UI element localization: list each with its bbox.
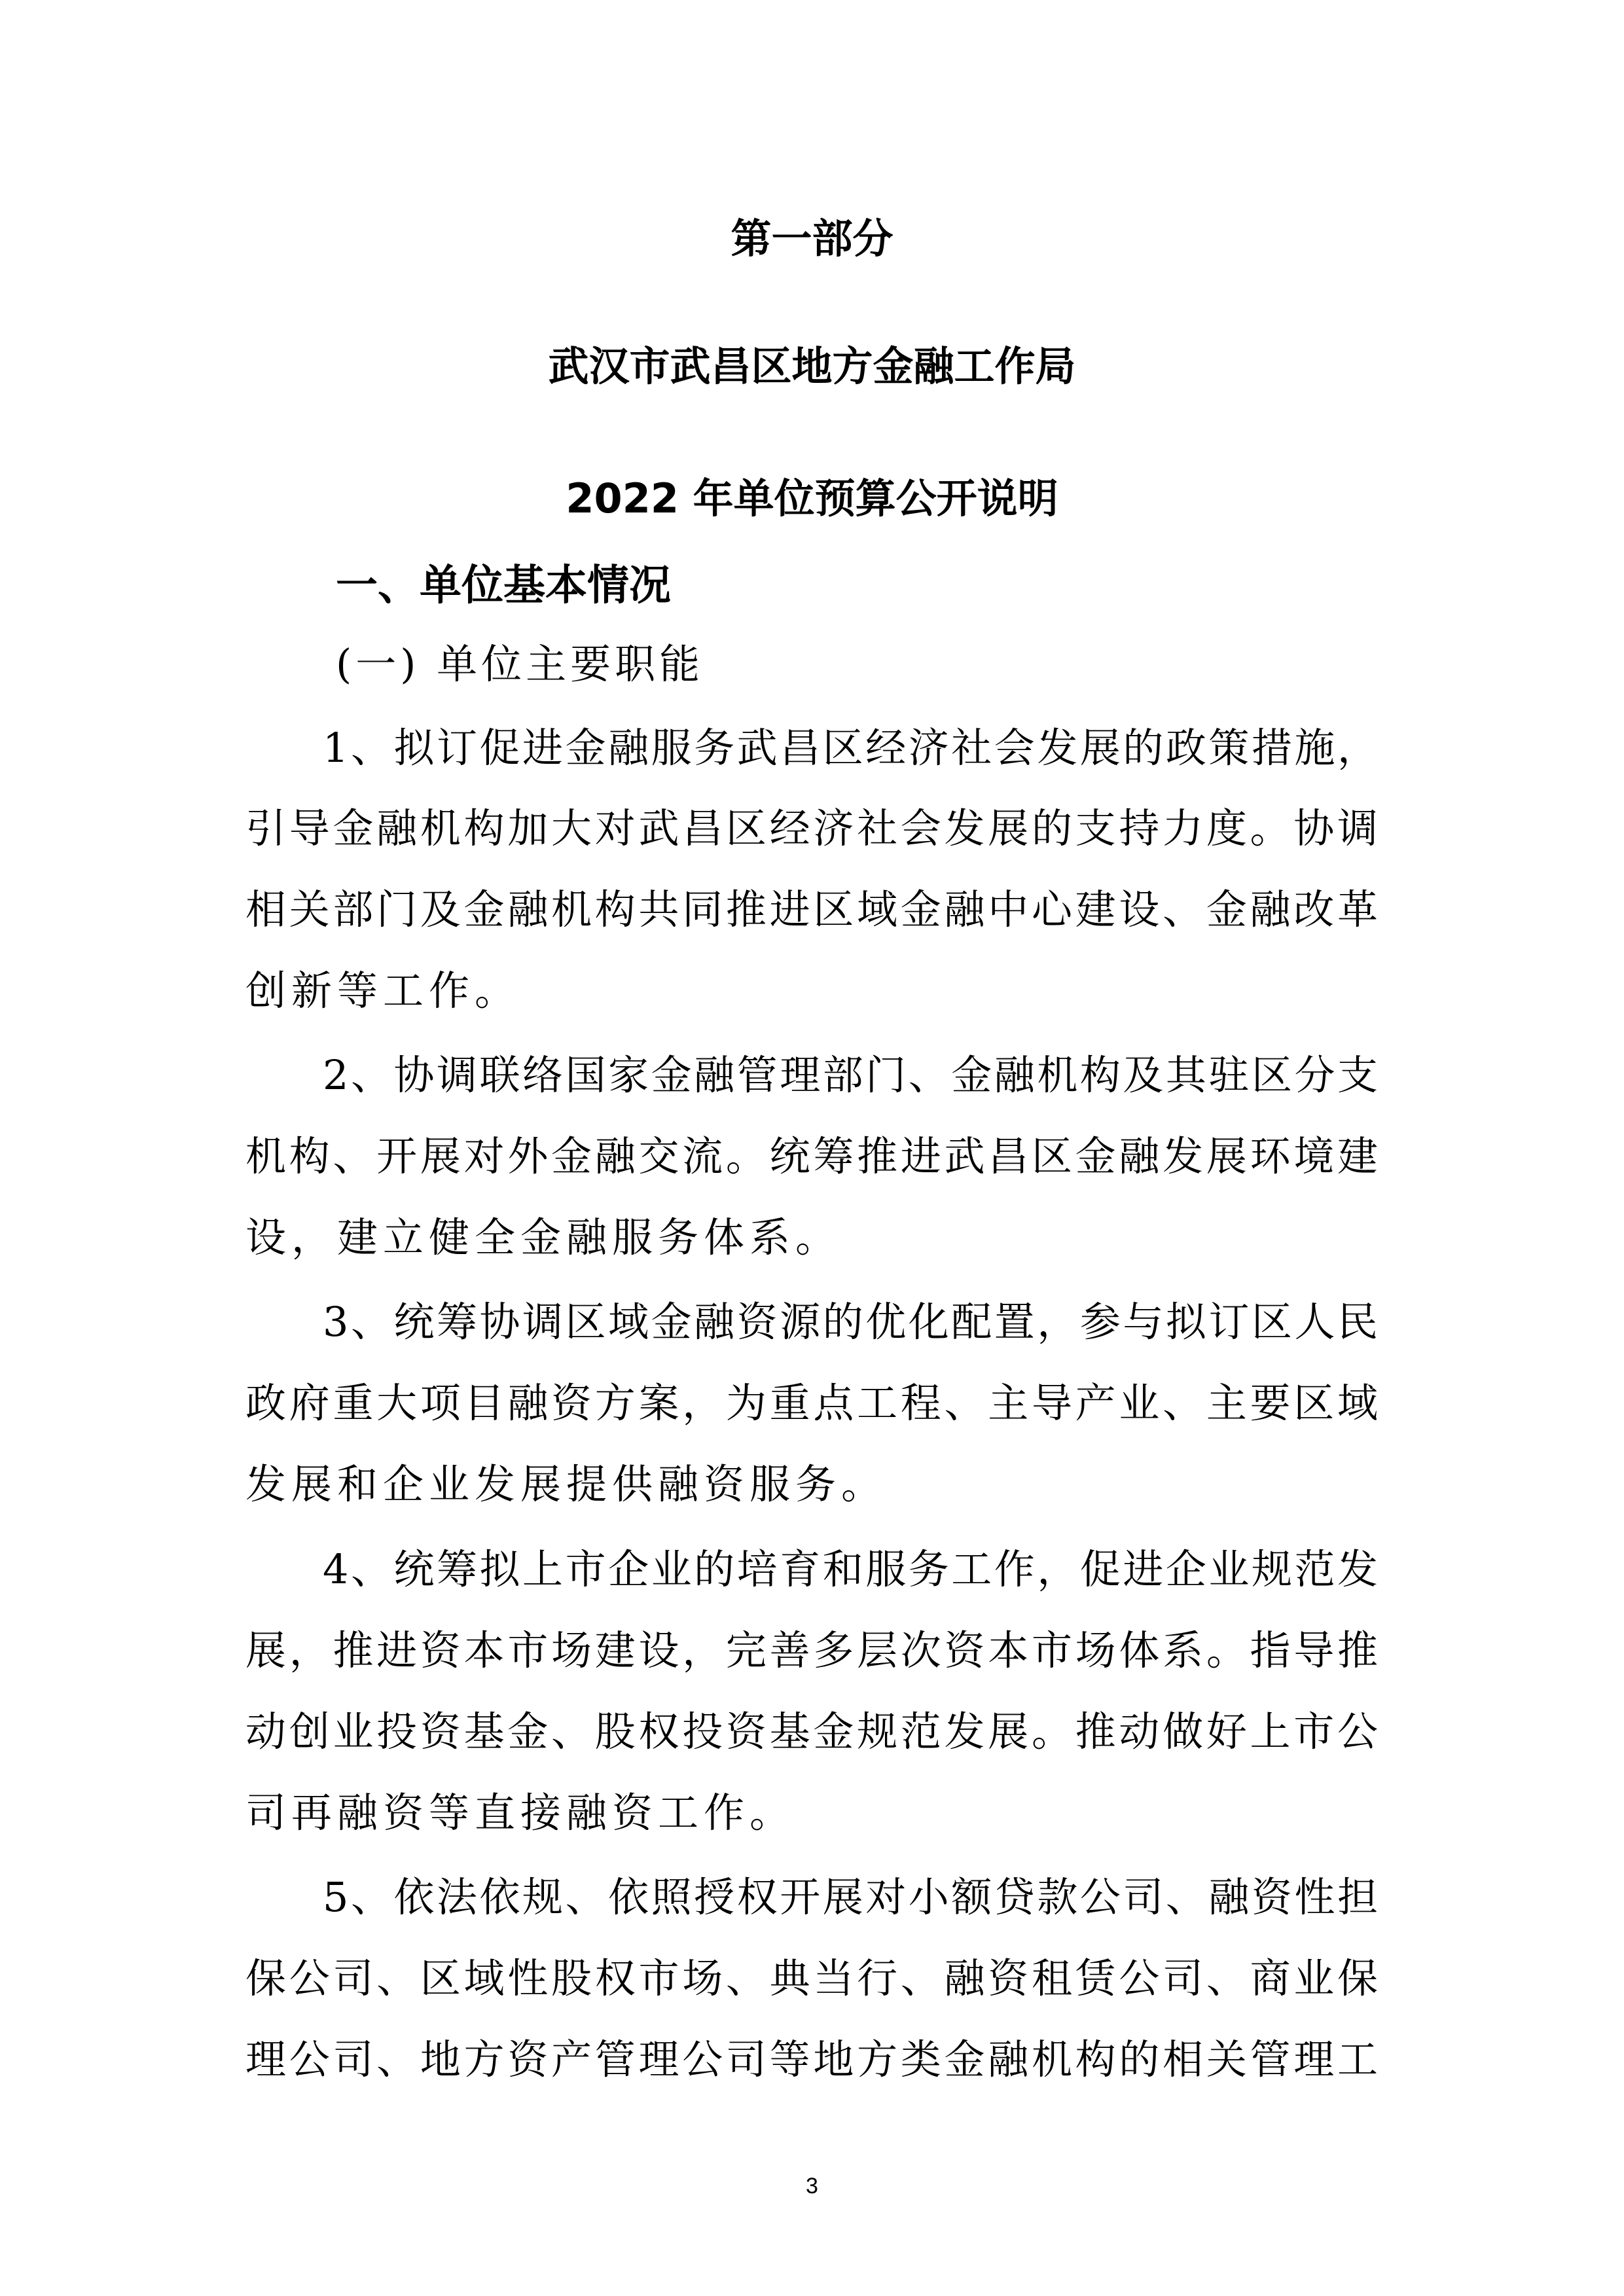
paragraph-1-line: 相关部门及金融机构共同推进区域金融中心建设、金融改革 xyxy=(245,886,1378,933)
paragraph-5-line: 理公司、地方资产管理公司等地方类金融机构的相关管理工 xyxy=(245,2036,1378,2083)
paragraph-3-line: 3、统筹协调区域金融资源的优化配置，参与拟订区人民 xyxy=(323,1298,1378,1346)
paragraph-2-line: 机构、开展对外金融交流。统筹推进武昌区金融发展环境建 xyxy=(245,1132,1378,1180)
paragraph-4-line: 动创业投资基金、股权投资基金规范发展。推动做好上市公 xyxy=(245,1708,1378,1755)
paragraph-4-line: 展，推进资本市场建设，完善多层次资本市场体系。指导推 xyxy=(245,1626,1378,1674)
paragraph-1-line: 引导金融机构加大对武昌区经济社会发展的支持力度。协调 xyxy=(245,804,1378,852)
paragraph-2-line: 设，建立健全金融服务体系。 xyxy=(245,1213,842,1261)
organization-title: 武汉市武昌区地方金融工作局 xyxy=(548,342,1076,390)
paragraph-4-line: 司再融资等直接融资工作。 xyxy=(245,1789,796,1837)
paragraph-5-line: 5、依法依规、依照授权开展对小额贷款公司、融资性担 xyxy=(323,1873,1378,1921)
paragraph-3-line: 发展和企业发展提供融资服务。 xyxy=(245,1460,888,1508)
paragraph-2-line: 2、协调联络国家金融管理部门、金融机构及其驻区分支 xyxy=(323,1051,1378,1099)
paragraph-3-line: 政府重大项目融资方案，为重点工程、主导产业、主要区域 xyxy=(245,1379,1378,1427)
subsection-heading: (一) 单位主要职能 xyxy=(336,640,704,688)
paragraph-5-line: 保公司、区域性股权市场、典当行、融资租赁公司、商业保 xyxy=(245,1954,1378,2002)
paragraph-4-line: 4、统筹拟上市企业的培育和服务工作，促进企业规范发 xyxy=(323,1545,1378,1593)
section-heading: 一、单位基本情况 xyxy=(336,562,671,610)
paragraph-1-line: 1、拟订促进金融服务武昌区经济社会发展的政策措施， xyxy=(323,724,1378,772)
document-title: 2022 年单位预算公开说明 xyxy=(566,475,1058,522)
paragraph-1-line: 创新等工作。 xyxy=(245,967,521,1014)
part-title: 第一部分 xyxy=(731,215,893,262)
page-number: 3 xyxy=(806,2174,818,2198)
